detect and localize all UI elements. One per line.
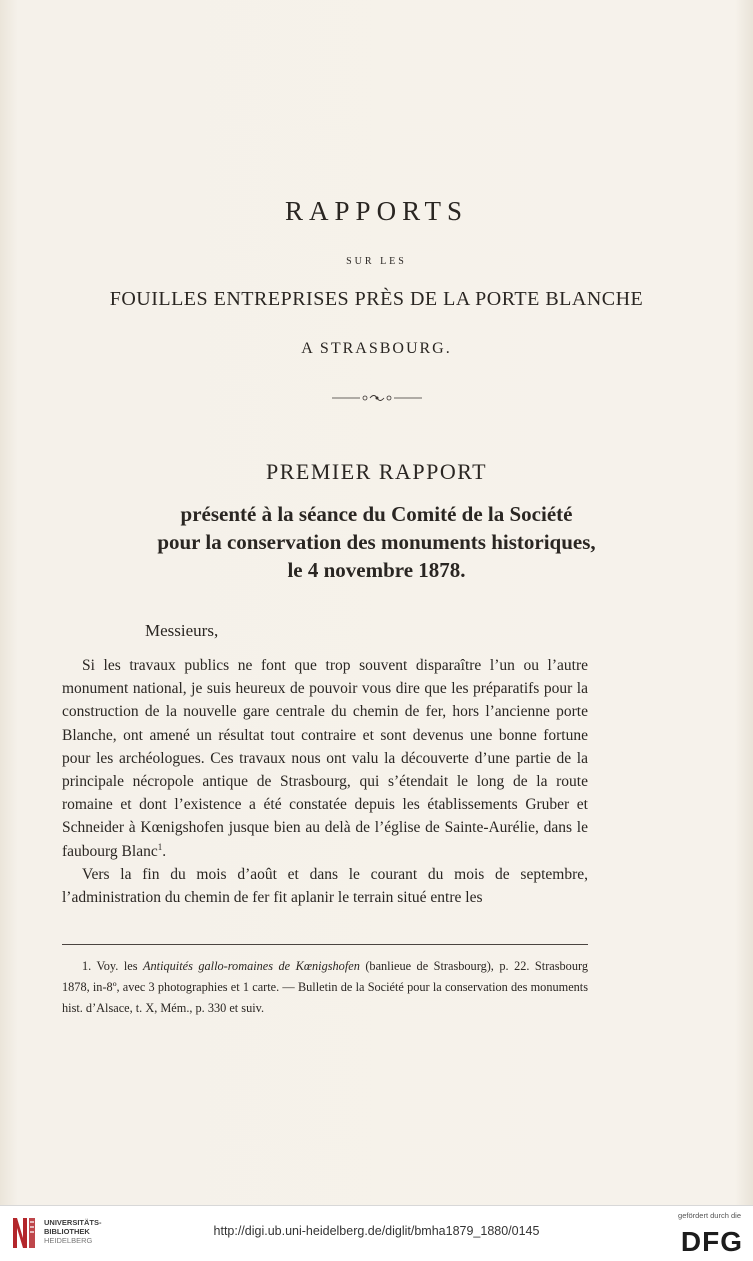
salutation: Messieurs, — [145, 621, 219, 640]
library-line: HEIDELBERG — [44, 1236, 93, 1245]
presentation-line: pour la conservation des monuments historiques, — [157, 530, 596, 554]
presentation-block — [0, 500, 753, 584]
footnote-rule — [62, 944, 588, 945]
section-title: PREMIER RAPPORT — [265, 459, 488, 484]
presentation-line: le 4 novembre 1878. — [287, 558, 466, 582]
main-title: RAPPORTS — [285, 196, 468, 226]
paragraph: Vers la fin du mois d’août et dans le courant du mois de septembre, l’administration du chemin de fer fit aplanir le terrain situé entre les — [62, 865, 588, 907]
footnote-lead: 1. Voy. les — [82, 959, 143, 973]
dfg-logo[interactable]: DFG — [680, 1226, 743, 1257]
footnote-text — [62, 956, 588, 1019]
footnote — [62, 956, 588, 1019]
footnote-book-title: Antiquités gallo-romaines de Kœnigshofen — [143, 959, 360, 973]
funding-note: gefördert durch die — [678, 1211, 741, 1220]
footnote-rest: (banlieue de Strasbourg), p. 22. Strasbourg 1878, in-8º, avec 3 photographies et 1 carte. — Bulletin de la Société pour la conservation des monuments hist. d’Alsace, t. X, Mém., p. 330 et suiv. — [62, 959, 588, 1015]
body-text — [62, 654, 588, 909]
library-line: BIBLIOTHEK — [44, 1227, 90, 1236]
permalink-url[interactable]: http://digi.ub.uni-heidelberg.de/diglit/bmha1879_1880/0145 — [213, 1224, 540, 1238]
library-line: UNIVERSITÄTS- — [44, 1218, 102, 1227]
paragraph: Si les travaux publics ne font que trop souvent disparaître l’un ou l’autre monument national, je suis heureux de pouvoir vous dire que les préparatifs pour la construction de la nouvelle gare centrale du chemin de fer, hors l’ancienne porte Blanche, ont amené un résultat tout contraire et sont devenus une bonne fortune pour les archéologues. Ces travaux nous ont valu la découverte d’une partie de la principale nécropole antique de Strasbourg, qui s’étendait le long de la route romaine et dont l’existence a été constatée depuis les établissements Gruber et Schneider à Kœnigshofen jusque bien au delà de l’église de Sainte-Aurélie, dans le faubourg Blanc$^1$. — [62, 657, 588, 860]
footnote-reference[interactable]: 1 — [157, 841, 163, 852]
sur-les-label: SUR LES — [346, 256, 407, 267]
ornament-divider-icon — [0, 392, 753, 406]
paragraph-text: Si les travaux publics ne font que trop souvent disparaître l’un ou l’autre monument national, je suis heureux de pouvoir vous dire que les préparatifs pour la construction de la nouvelle gare centrale du chemin de fer, hors l’ancienne porte Blanche, ont amené un résultat tout contraire et sont devenus une bonne fortune pour les archéologues. Ces travaux nous ont valu la découverte d’une partie de la principale nécropole antique de Strasbourg, qui s’étendait le long de la route romaine et dont l’existence a été constatée depuis les établissements Gruber et Schneider à Kœnigshofen jusque bien au delà de l’église de Sainte-Aurélie, dans le faubourg Blanc — [62, 657, 588, 860]
viewer-footer — [0, 1205, 753, 1261]
presentation-line: présenté à la séance du Comité de la Société — [180, 502, 573, 526]
subtitle: FOUILLES ENTREPRISES PRÈS DE LA PORTE BLANCHE — [109, 288, 644, 310]
city-line: A STRASBOURG. — [301, 340, 452, 357]
